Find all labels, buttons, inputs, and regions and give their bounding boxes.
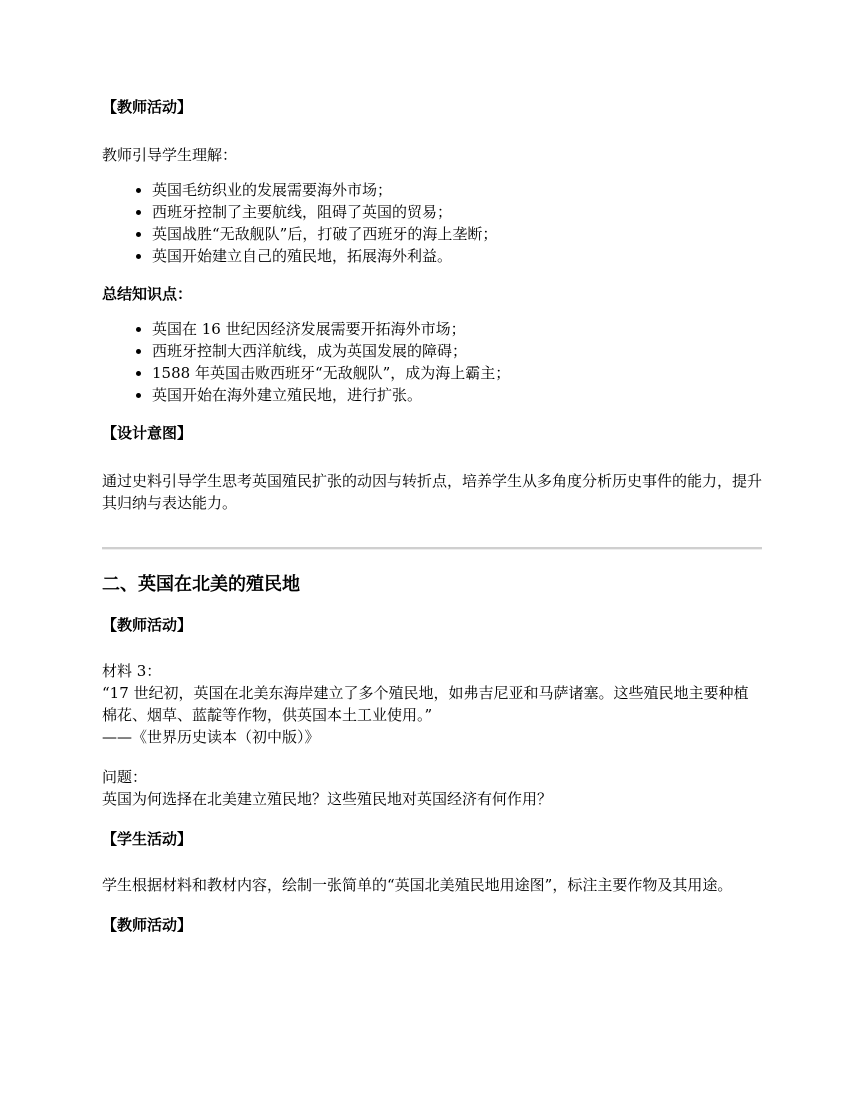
question-label: 问题： <box>102 768 148 786</box>
design-intent-heading: 【设计意图】 <box>102 424 193 442</box>
bullet-icon <box>136 349 141 354</box>
bullet-icon <box>136 254 141 259</box>
material-source: ——《世界历史读本（初中版）》 <box>102 728 320 746</box>
student-activity-text: 学生根据材料和教材内容，绘制一张简单的“英国北美殖民地用途图”，标注主要作物及其用途。 <box>102 876 733 894</box>
material-quote: “17 世纪初，英国在北美东海岸建立了多个殖民地，如弗吉尼亚和马萨诸塞。这些殖民地主要种植棉花、烟草、蓝靛等作物，供英国本土工业使用。” <box>102 684 749 724</box>
design-intent-text: 通过史料引导学生思考英国殖民扩张的动因与转折点，培养学生从多角度分析历史事件的能力，提升其归纳与表达能力。 <box>102 472 763 512</box>
teacher-intro-text: 教师引导学生理解： <box>102 146 238 164</box>
list-item: 西班牙控制了主要航线，阻碍了英国的贸易； <box>102 201 762 223</box>
teacher-activity-heading: 【教师活动】 <box>102 616 193 634</box>
bullet-icon <box>136 188 141 193</box>
bullet-icon <box>136 327 141 332</box>
list-item: 英国在 16 世纪因经济发展需要开拓海外市场； <box>102 318 762 340</box>
summary-list <box>102 318 762 406</box>
teacher-guidance-list <box>102 179 762 267</box>
list-item: 英国开始建立自己的殖民地，拓展海外利益。 <box>102 245 762 267</box>
bullet-icon <box>136 210 141 215</box>
question-text: 英国为何选择在北美建立殖民地？这些殖民地对英国经济有何作用？ <box>102 790 553 808</box>
student-activity-heading: 【学生活动】 <box>102 830 193 848</box>
bullet-icon <box>136 371 141 376</box>
bullet-icon <box>136 393 141 398</box>
material-label: 材料 3： <box>102 662 162 680</box>
teacher-activity-heading: 【教师活动】 <box>102 916 193 934</box>
list-item: 英国开始在海外建立殖民地，进行扩张。 <box>102 384 762 406</box>
bullet-icon <box>136 232 141 237</box>
list-item: 西班牙控制大西洋航线，成为英国发展的障碍； <box>102 340 762 362</box>
document-page <box>102 96 762 936</box>
section-title: 二、英国在北美的殖民地 <box>102 574 300 595</box>
list-item: 英国毛纺织业的发展需要海外市场； <box>102 179 762 201</box>
list-item: 英国战胜“无敌舰队”后，打破了西班牙的海上垄断； <box>102 223 762 245</box>
list-item: 1588 年英国击败西班牙“无敌舰队”，成为海上霸主； <box>102 362 762 384</box>
teacher-activity-heading: 【教师活动】 <box>102 98 193 116</box>
summary-heading: 总结知识点： <box>102 285 193 303</box>
